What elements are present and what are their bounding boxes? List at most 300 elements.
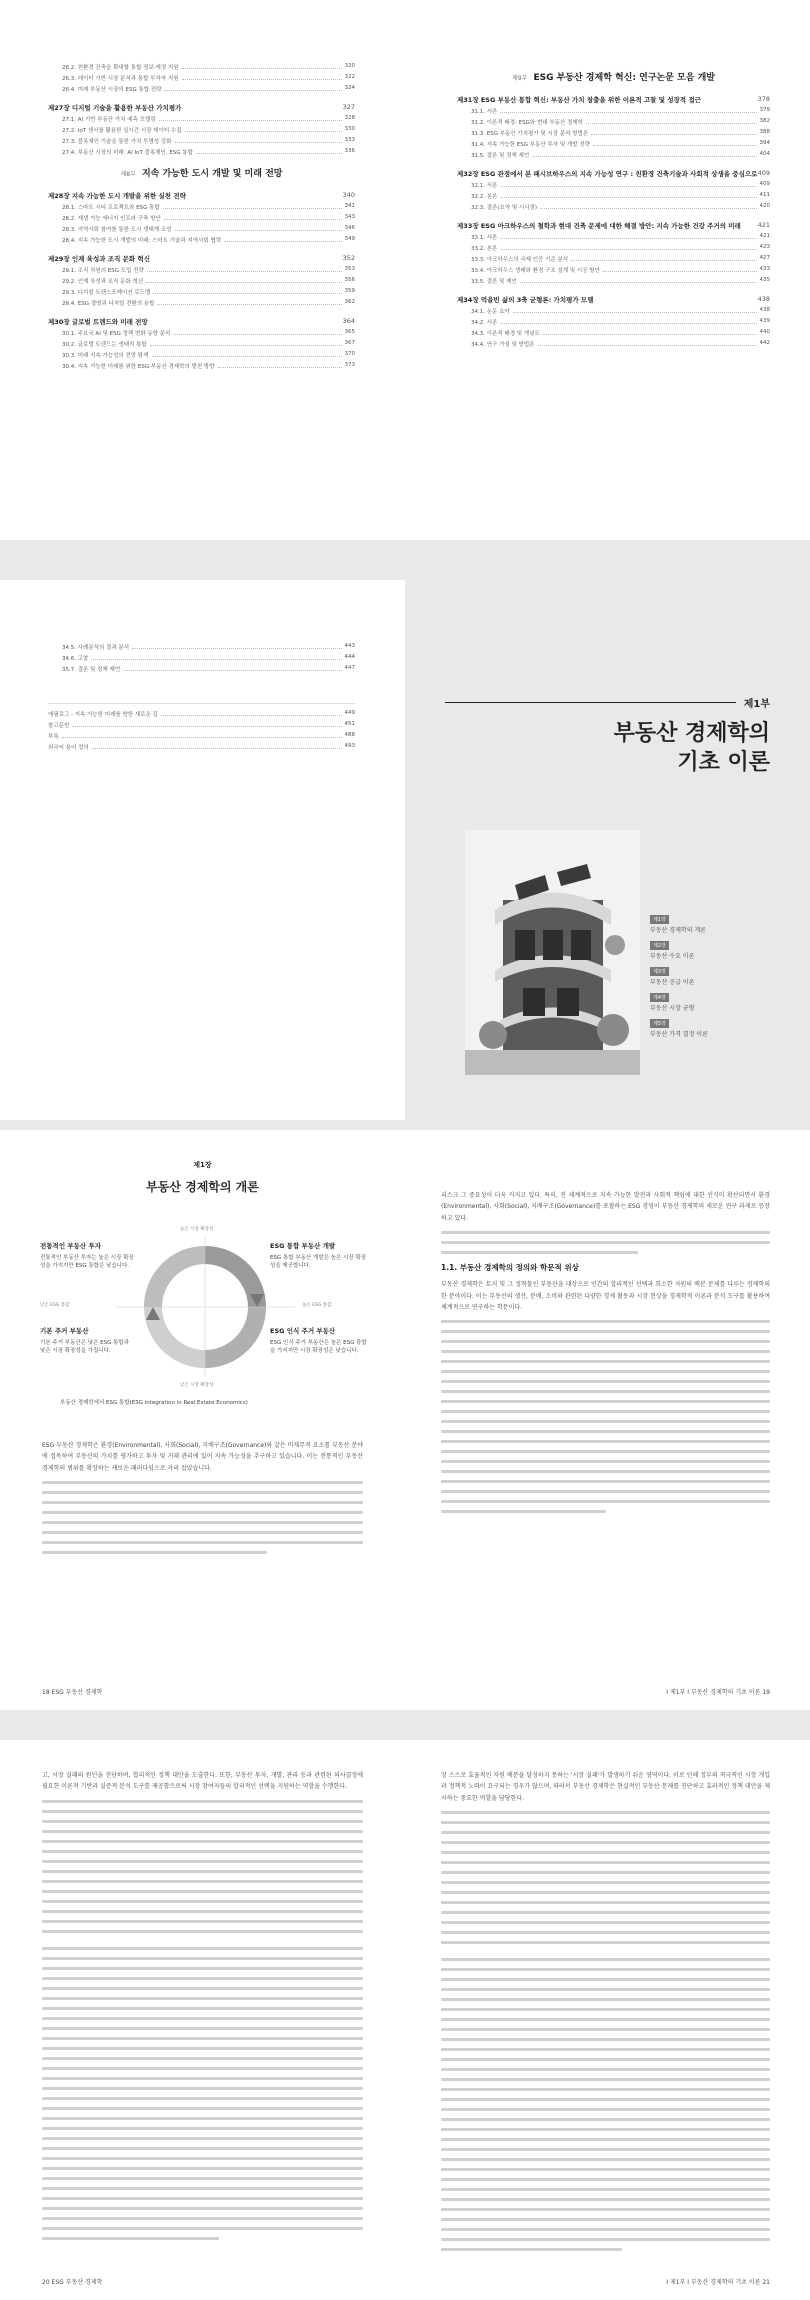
body-right-page xyxy=(405,1740,810,2300)
leader-dots xyxy=(182,74,342,80)
toc-page-number: 362 xyxy=(344,299,355,305)
chapter-tag: 제2장 xyxy=(650,941,669,950)
toc-entry[interactable] xyxy=(62,351,355,359)
text-line xyxy=(441,1988,770,1991)
toc-entry-title: 35.7. 결론 및 정책 제언 xyxy=(62,667,121,673)
page-footer-right: I 제1부 I 부동산 경제학의 기초 이론 19 xyxy=(666,1689,770,1696)
text-line xyxy=(441,1841,770,1844)
toc-page-number: 388 xyxy=(759,129,770,135)
text-line xyxy=(42,2097,363,2100)
toc-page-number: 379 xyxy=(759,107,770,113)
toc-chapter-title: 제33장 ESG 아크하우스의 철학과 현대 건축 문제에 대한 해결 방안: 지속 가능한 건강 주거의 미래 xyxy=(457,222,741,230)
toc-page-number: 367 xyxy=(344,340,355,346)
text-line xyxy=(441,2148,770,2151)
toc-page-number: 356 xyxy=(344,277,355,283)
leader-dots xyxy=(185,126,342,132)
toc-page-number: 493 xyxy=(344,743,355,749)
toc-chapter-heading[interactable] xyxy=(457,221,770,230)
toc-page-number: 421 xyxy=(759,233,770,239)
toc-entry[interactable] xyxy=(471,181,770,189)
toc-page-number: 328 xyxy=(344,115,355,121)
leader-dots xyxy=(500,181,756,187)
chapter-list-item[interactable] xyxy=(650,993,780,1012)
toc-page-number: 336 xyxy=(344,148,355,154)
leader-dots xyxy=(173,329,341,335)
leader-dots xyxy=(175,137,342,143)
text-line xyxy=(441,2198,770,2201)
toc-entry[interactable] xyxy=(471,318,770,326)
toc-chapter-title: 제30장 글로벌 트렌드와 미래 전망 xyxy=(48,318,148,326)
leader-dots xyxy=(163,203,342,209)
text-line xyxy=(42,2007,363,2010)
leader-dots xyxy=(147,266,342,272)
text-line xyxy=(441,2058,770,2061)
toc-page-number: 324 xyxy=(344,85,355,91)
chapter-list-item[interactable] xyxy=(650,967,780,986)
toc-part-title: 지속 가능한 도시 개발 및 미래 전망 xyxy=(141,169,283,179)
leader-dots xyxy=(543,329,757,335)
chapter-list-title: 부동산 가격 결정 이론 xyxy=(650,1031,708,1038)
toc-page-number: 353 xyxy=(344,266,355,272)
chapter-1-right-page xyxy=(405,1130,810,1710)
toc-entry[interactable] xyxy=(48,721,355,729)
text-line xyxy=(441,2018,770,2021)
text-line xyxy=(441,1931,770,1934)
toc-chapter-title: 제27장 디지털 기술을 활용한 부동산 가치평가 xyxy=(48,104,182,112)
paragraph: 리스크 그 중요성이 더욱 커지고 있다. 특히, 전 세계적으로 지속 가능한 발전과 사회적 책임에 대한 인식이 확산되면서 환경(Environmental), 사회(Social), 지배구조(Governance)를 포괄하는 ESG 경영이 부동산 경제학의 새로운 연구 과제로 등장하고 있다. xyxy=(441,1192,770,1222)
text-line xyxy=(441,1821,770,1824)
toc-entry-title: 30.4. 지속 가능한 미래를 위한 ESG 부동산 경제학의 발전 방향 xyxy=(62,364,215,370)
leader-dots xyxy=(161,710,342,716)
text-line xyxy=(42,1860,363,1863)
toc-page-number: 440 xyxy=(759,329,770,335)
leader-dots xyxy=(159,115,342,121)
body-left-page xyxy=(0,1740,405,2300)
toc-entry[interactable] xyxy=(62,126,355,134)
toc-chapter-heading[interactable] xyxy=(457,95,770,104)
toc-chapter-title: 제31장 ESG 부동산 통합 혁신: 부동산 가치 창출을 위한 이론적 고찰 및 성장적 접근 xyxy=(457,96,701,104)
text-line xyxy=(42,1880,363,1883)
toc-entry-title: 34.5. 사례분석의 결과 분석 xyxy=(62,645,130,651)
toc-entry[interactable] xyxy=(62,225,355,233)
leader-dots xyxy=(591,129,756,135)
text-line xyxy=(42,2067,363,2070)
text-line xyxy=(441,1871,770,1874)
text-line xyxy=(441,2228,770,2231)
toc-page-number: 420 xyxy=(759,203,770,209)
text-line xyxy=(441,1911,770,1914)
text-line xyxy=(441,1978,770,1981)
page-footer-left: 18 ESG 부동산 경제학 xyxy=(42,1689,103,1696)
toc-entry[interactable] xyxy=(471,307,770,315)
toc-entry[interactable] xyxy=(62,85,355,93)
toc-entry-title: 34.6. 고찰 xyxy=(62,656,89,662)
toc-entry[interactable] xyxy=(62,203,355,211)
toc-entry-title: 33.5. 결론 및 제언 xyxy=(471,279,517,285)
toc-page-number: 346 xyxy=(344,225,355,231)
leader-dots xyxy=(62,732,342,738)
toc-chapter-heading[interactable] xyxy=(48,191,355,200)
leader-dots xyxy=(500,233,756,239)
text-line xyxy=(441,1901,770,1904)
toc-entry-title: 부록 xyxy=(48,734,59,740)
text-line xyxy=(42,2047,363,2050)
axis-left: 낮은 ESG 통합 xyxy=(40,1303,70,1308)
toc-page-left xyxy=(0,0,405,540)
toc-chapter-title: 제32장 ESG 관점에서 본 패시브하우스의 지속 가능성 연구 : 친환경 건축기술과 사회적 상생을 중심으로 xyxy=(457,170,758,178)
toc-entry[interactable] xyxy=(62,137,355,145)
toc-page-number: 359 xyxy=(344,288,355,294)
text-line xyxy=(441,1998,770,2001)
leader-dots xyxy=(500,107,756,113)
quadrant-basic-housing: 기본 주거 부동산 기본 주거 부동산은 낮은 ESG 통합과 낮은 시장 확장성을 가집니다. xyxy=(40,1327,130,1354)
toc-page-number: 340 xyxy=(342,191,355,199)
chapter-1-body-left xyxy=(42,1440,363,1561)
toc-part-heading xyxy=(457,70,770,83)
toc-entry-title: 참고문헌 xyxy=(48,723,70,729)
toc-entry[interactable] xyxy=(48,743,355,751)
toc-page-number: 449 xyxy=(344,710,355,716)
toc-page-end xyxy=(0,580,405,1120)
text-line xyxy=(42,2187,363,2190)
divider xyxy=(48,703,355,704)
toc-entry-title: 34.3. 이론적 배경 및 개념도 xyxy=(471,331,540,337)
axis-right: 높은 ESG 통합 xyxy=(302,1303,332,1308)
toc-entry[interactable] xyxy=(62,665,355,673)
toc-entry-title: 28.4. 지속 가능한 도시 개발의 미래: 스마트 기술과 지역사회 협력 xyxy=(62,238,222,244)
text-line xyxy=(441,1921,770,1924)
part-badge xyxy=(445,695,770,710)
leader-dots xyxy=(593,140,757,146)
paragraph: 부동산 경제학은 토지 및 그 정착물인 부동산을 대상으로 인간의 합리적인 선택과 희소한 자원의 배분 문제를 다루는 경제학의 한 분야이다. 이는 부동산의 생산, 분배, 소비와 관련된 다양한 경제 활동과 시장 현상을 경제학적 이론과 분석 도구를 활용하여 체계적으로 연구하는 학문이다. xyxy=(441,1281,770,1311)
toc-entry-title: 27.3. 블록체인 기술을 통한 가치 투명성 강화 xyxy=(62,139,172,145)
text-line xyxy=(441,2188,770,2191)
toc-entry-title: 30.3. 미래 지속 가능성의 전망 탐색 xyxy=(62,353,149,359)
quadrant-esg-housing: ESG 인식 주거 부동산 ESG 인식 주거 부동산은 높은 ESG 통합을 가지지만 시장 확장성은 낮습니다. xyxy=(270,1327,367,1354)
toc-chapter-heading[interactable] xyxy=(48,103,355,112)
text-line xyxy=(441,2038,770,2041)
toc-entry[interactable] xyxy=(471,118,770,126)
text-line xyxy=(441,1891,770,1894)
toc-entry[interactable] xyxy=(48,732,355,740)
toc-entry-title: 34.2. 서론 xyxy=(471,320,498,326)
toc-page-number: 352 xyxy=(342,254,355,262)
toc-page-number: 382 xyxy=(759,118,770,124)
toc-spread-1 xyxy=(0,0,810,540)
toc-page-number: 330 xyxy=(344,126,355,132)
chapter-list-title: 부동산 공급 이론 xyxy=(650,979,695,986)
toc-page-number: 320 xyxy=(344,63,355,69)
toc-entry[interactable] xyxy=(62,266,355,274)
toc-page-number: 365 xyxy=(344,329,355,335)
toc-entry-title: 33.4. 아크하우스 생태와 환경 구조 설계 및 시공 방안 xyxy=(471,268,600,274)
leader-dots xyxy=(500,192,756,198)
toc-entry[interactable] xyxy=(471,129,770,137)
chapter-tag: 제5장 xyxy=(650,1019,669,1028)
toc-entry[interactable] xyxy=(62,288,355,296)
toc-part-label: 제9부 xyxy=(512,75,528,82)
part-title-line1: 부동산 경제학의 xyxy=(613,721,770,746)
toc-chapter-heading[interactable] xyxy=(457,295,770,304)
text-line xyxy=(441,1941,770,1944)
toc-page-number: 394 xyxy=(759,140,770,146)
toc-page-number: 433 xyxy=(759,266,770,272)
toc-part-label: 제8부 xyxy=(120,171,136,178)
toc-page-right xyxy=(405,0,810,540)
toc-entry[interactable] xyxy=(471,277,770,285)
leader-dots xyxy=(164,214,342,220)
toc-page-number: 349 xyxy=(344,236,355,242)
leader-dots xyxy=(123,665,341,671)
paragraph: 장 스스로 효율적인 자원 배분을 달성하지 못하는 '시장 실패'가 발생하기 쉬운 영역이다. 이로 인해 정부의 적극적인 시장 개입과 정책적 노력이 요구되는 경우가 많으며, 따라서 부동산 경제학은 현실적인 부동산 문제를 진단하고 효과적인 정책 대안을 제시하는 중요한 역할을 담당한다. xyxy=(441,1772,770,1802)
chapter-label: 제1장 xyxy=(193,1161,212,1169)
toc-chapter-title: 제29장 인재 육성과 조직 문화 혁신 xyxy=(48,255,150,263)
toc-entry-title: 33.2. 본론 xyxy=(471,246,498,252)
toc-page-number: 409 xyxy=(759,181,770,187)
toc-entry-title: 32.1. 서론 xyxy=(471,183,498,189)
text-line xyxy=(441,2068,770,2071)
text-line xyxy=(42,1890,363,1893)
part-title xyxy=(445,720,770,777)
text-line xyxy=(441,2108,770,2111)
leader-dots xyxy=(164,85,341,91)
text-line xyxy=(42,2017,363,2020)
toc-page-number: 451 xyxy=(344,721,355,727)
text-line xyxy=(42,2027,363,2030)
chapter-list-item[interactable] xyxy=(650,915,780,934)
leader-dots xyxy=(132,643,341,649)
toc-entry[interactable] xyxy=(471,192,770,200)
chapter-1-left-page xyxy=(0,1130,405,1710)
axis-top: 높은 시장 확장성 xyxy=(180,1227,214,1232)
toc-entry-title: 33.1. 서론 xyxy=(471,235,498,241)
toc-page-number: 421 xyxy=(757,221,770,229)
toc-page-number: 411 xyxy=(759,192,770,198)
toc-page-number: 439 xyxy=(759,318,770,324)
chapter-list-title: 부동산 수요 이론 xyxy=(650,953,695,960)
chapter-list-title: 부동산 경제학의 개론 xyxy=(650,927,706,934)
toc-page-number: 423 xyxy=(759,244,770,250)
toc-chapter-heading[interactable] xyxy=(48,254,355,263)
toc-entry[interactable] xyxy=(62,340,355,348)
leader-dots xyxy=(520,277,757,283)
toc-page-number: 404 xyxy=(759,151,770,157)
toc-entry[interactable] xyxy=(471,203,770,211)
toc-page-number: 442 xyxy=(759,340,770,346)
toc-entry-title: 29.2. 인재 육성과 조직 문화 혁신 xyxy=(62,279,144,285)
toc-entry-title: 31.5. 결론 및 정책 제언 xyxy=(471,153,530,159)
text-line xyxy=(42,1820,363,1823)
text-line xyxy=(441,1811,770,1814)
toc-entry-title: 31.3. ESG 부동산 가치평가 및 시장 분석 방법론 xyxy=(471,131,589,137)
toc-entry[interactable] xyxy=(471,266,770,274)
chapter-tag: 제3장 xyxy=(650,967,669,976)
toc-entry-title: 32.2. 본론 xyxy=(471,194,498,200)
text-line xyxy=(42,2107,363,2110)
toc-entry-title: 29.1. 조직 차원의 ESG 도입 전략 xyxy=(62,268,144,274)
text-line xyxy=(42,2157,363,2160)
toc-entry[interactable] xyxy=(62,74,355,82)
toc-entry[interactable] xyxy=(471,255,770,263)
text-line xyxy=(42,2237,219,2240)
toc-entry[interactable] xyxy=(62,654,355,662)
part-opener-spread xyxy=(0,580,810,1120)
part-opener-page xyxy=(405,580,810,1120)
page-footer-right: I 제1부 I 부동산 경제학의 기초 이론 21 xyxy=(666,2279,770,2286)
toc-entry[interactable] xyxy=(471,233,770,241)
text-line xyxy=(441,2248,622,2251)
toc-page-number: 427 xyxy=(759,255,770,261)
text-line xyxy=(42,2207,363,2210)
text-line xyxy=(42,2057,363,2060)
toc-page-number: 343 xyxy=(344,214,355,220)
toc-entry-title: 28.1. 스마트 시티 프로젝트와 ESG 통합 xyxy=(62,205,160,211)
toc-entry[interactable] xyxy=(62,63,355,71)
leader-dots xyxy=(196,148,342,154)
text-line xyxy=(42,1910,363,1913)
toc-page-number: 443 xyxy=(344,643,355,649)
text-line xyxy=(42,1997,363,2000)
toc-page-number: 341 xyxy=(344,203,355,209)
text-line xyxy=(42,2127,363,2130)
toc-entry[interactable] xyxy=(471,107,770,115)
quadrant-esg-development: ESG 통합 부동산 개발 ESG 통합 부동산 개발은 높은 시장 확장성을 제공합니다. xyxy=(270,1242,367,1269)
toc-entry[interactable] xyxy=(471,140,770,148)
leader-dots xyxy=(500,318,756,324)
text-line xyxy=(441,2208,770,2211)
text-line xyxy=(42,2147,363,2150)
text-line xyxy=(441,2118,770,2121)
toc-entry-title: 31.1. 서론 xyxy=(471,109,498,115)
toc-entry-title: 외국어 용어 정의 xyxy=(48,745,89,751)
toc-entry-title: 31.4. 지속 가능한 ESG 부동산 투자 및 개발 전략 xyxy=(471,142,590,148)
toc-page-number: 435 xyxy=(759,277,770,283)
toc-entry[interactable] xyxy=(471,340,770,348)
paragraph: 고, 시장 실패의 원인을 진단하며, 합리적인 정책 대안을 도출한다. 또한, 부동산 투자, 개발, 관리 등과 관련된 의사결정에 필요한 이론적 기반과 실증적 분석 도구를 제공함으로써 시장 참여자들의 합리적인 선택을 지원하는 역할을 수행한다. xyxy=(42,1772,363,1791)
text-line xyxy=(42,1850,363,1853)
toc-page-number: 378 xyxy=(757,95,770,103)
chapter-list xyxy=(650,915,780,1045)
text-line xyxy=(42,2087,363,2090)
toc-entry[interactable] xyxy=(471,244,770,252)
toc-entry[interactable] xyxy=(62,277,355,285)
toc-entry-title: 33.3. 아크하우스의 국제 인증 기준 분석 xyxy=(471,257,569,263)
text-line xyxy=(441,2238,770,2241)
chapter-opener xyxy=(42,1160,363,1195)
toc-entry[interactable] xyxy=(62,299,355,307)
leader-dots xyxy=(157,299,341,305)
leader-dots xyxy=(586,118,757,124)
leader-dots xyxy=(224,236,341,242)
text-line xyxy=(42,1810,363,1813)
body-spread xyxy=(0,1740,810,2300)
text-line xyxy=(441,1861,770,1864)
leader-dots xyxy=(182,63,342,69)
toc-page-number: 438 xyxy=(759,307,770,313)
paragraph: ESG 부동산 경제학은 환경(Environmental), 사회(Social), 지배구조(Governance)와 같은 비재무적 요소를 부동산 분야에 접목하여 부동산의 가치를 평가하고 투자 및 거래 관리에 있어 지속 가능성을 추구하고 있습니다. 이는 전통적인 부동산 경제학의 범위를 확장하는 새로운 패러다임으로 자리 잡았습니다. xyxy=(42,1442,363,1472)
leader-dots xyxy=(175,225,342,231)
toc-entry[interactable] xyxy=(48,710,355,718)
toc-entry-title: 30.1. 주요국 AI 및 ESG 정책 변화 동향 분석 xyxy=(62,331,171,337)
text-line xyxy=(42,1930,363,1933)
toc-entry-title: 34.1. 논문 요약 xyxy=(471,309,510,315)
text-line xyxy=(42,1800,363,1803)
text-line xyxy=(42,1920,363,1923)
chapter-tag: 제1장 xyxy=(650,915,669,924)
leader-dots xyxy=(92,743,342,749)
page-footer-left: 20 ESG 부동산 경제학 xyxy=(42,2279,103,2286)
toc-page-number: 373 xyxy=(344,362,355,368)
text-line xyxy=(42,2217,363,2220)
chapter-list-item[interactable] xyxy=(650,941,780,960)
toc-entry[interactable] xyxy=(62,643,355,651)
toc-chapter-title: 제34장 먹을빈 삶의 3축 균형론: 가치평가 모델 xyxy=(457,296,594,304)
toc-part-heading xyxy=(48,166,355,179)
chapter-1-spread xyxy=(0,1130,810,1710)
toc-page-number: 364 xyxy=(342,317,355,325)
toc-entry[interactable] xyxy=(471,151,770,159)
text-line xyxy=(42,2137,363,2140)
text-line xyxy=(42,2117,363,2120)
toc-chapter-title: 제28장 지속 가능한 도시 개발을 위한 실천 전략 xyxy=(48,192,186,200)
leader-dots xyxy=(146,277,341,283)
part-title-line2: 기초 이론 xyxy=(677,749,770,775)
text-line xyxy=(42,2197,363,2200)
toc-chapter-heading[interactable] xyxy=(48,317,355,326)
text-line xyxy=(441,2158,770,2161)
toc-entry-title: 26.2. 친환경 건축을 확대할 통합 정보·재정 지원 xyxy=(62,65,179,71)
toc-entry[interactable] xyxy=(62,236,355,244)
text-line xyxy=(441,1851,770,1854)
toc-page-number: 370 xyxy=(344,351,355,357)
toc-entry[interactable] xyxy=(62,115,355,123)
toc-entry-title: 에필로그 - 지속 가능한 미래를 향한 새로운 길 xyxy=(48,712,158,718)
toc-entry-title: 27.4. 부동산 시장의 미래: AI IoT 블록체인, ESG 통합 xyxy=(62,150,193,156)
leader-dots xyxy=(152,351,342,357)
text-line xyxy=(441,2028,770,2031)
text-line xyxy=(42,1957,363,1960)
text-line xyxy=(441,2098,770,2101)
leader-dots xyxy=(603,266,757,272)
toc-entry[interactable] xyxy=(62,329,355,337)
text-line xyxy=(441,2048,770,2051)
toc-entry-title: 27.1. AI 기반 부동산 가치 예측 모델링 xyxy=(62,117,156,123)
text-line xyxy=(441,2218,770,2221)
toc-page-number: 488 xyxy=(344,732,355,738)
text-line xyxy=(441,2008,770,2011)
esg-quadrant-diagram xyxy=(40,1222,370,1412)
leader-dots xyxy=(513,307,757,313)
toc-entry-title: 34.4. 연구 가설 및 방법론 xyxy=(471,342,535,348)
text-line xyxy=(441,2168,770,2171)
chapter-list-item[interactable] xyxy=(650,1019,780,1038)
axis-bottom: 낮은 시장 확장성 xyxy=(180,1383,214,1388)
toc-entry[interactable] xyxy=(62,214,355,222)
text-line xyxy=(42,2077,363,2080)
leader-dots xyxy=(538,340,757,346)
toc-entry[interactable] xyxy=(62,148,355,156)
text-line xyxy=(441,2078,770,2081)
text-line xyxy=(42,1870,363,1873)
toc-entry[interactable] xyxy=(62,362,355,370)
toc-page-number: 438 xyxy=(757,295,770,303)
leader-dots xyxy=(153,288,341,294)
toc-chapter-heading[interactable] xyxy=(457,169,770,178)
text-line xyxy=(42,1840,363,1843)
text-line xyxy=(441,1968,770,1971)
toc-page-number: 447 xyxy=(344,665,355,671)
toc-entry[interactable] xyxy=(471,329,770,337)
